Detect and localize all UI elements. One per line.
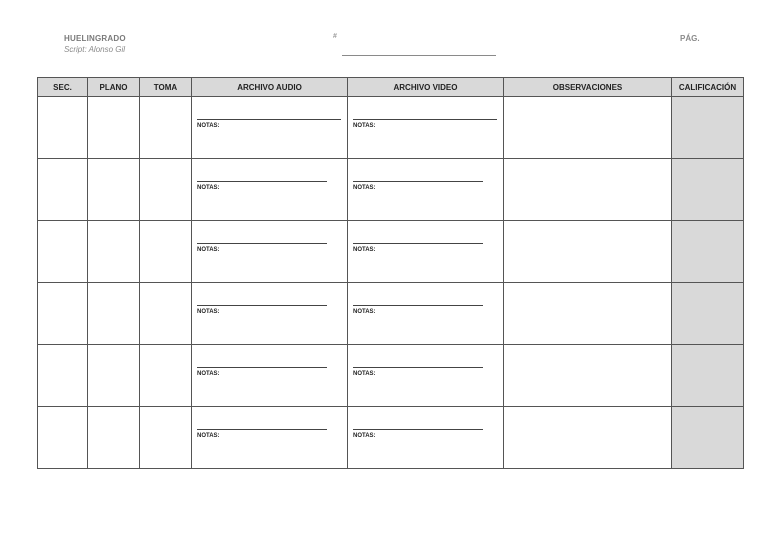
video-file-line [353, 305, 483, 306]
calificacion-cell [672, 97, 744, 159]
video-file-line [353, 181, 483, 182]
header-subtitle: Script: Alonso Gil [64, 45, 126, 54]
video-cell [348, 407, 504, 469]
plano-cell [88, 283, 140, 345]
calificacion-cell [672, 221, 744, 283]
table-row [38, 159, 744, 221]
audio-cell [192, 159, 348, 221]
header-row [38, 78, 744, 97]
audio-file-line [197, 119, 341, 120]
table-row [38, 97, 744, 159]
plano-cell [88, 159, 140, 221]
calificacion-cell [672, 159, 744, 221]
audio-notes-label: NOTAS: [197, 433, 220, 439]
col-header-toma: TOMA [140, 78, 192, 97]
header-hash: # [333, 33, 337, 40]
audio-cell [192, 221, 348, 283]
audio-file-line [197, 181, 327, 182]
calificacion-cell [672, 407, 744, 469]
audio-cell [192, 283, 348, 345]
observaciones-cell [504, 283, 672, 345]
col-header-archivo-audio: ARCHIVO AUDIO [192, 78, 348, 97]
col-header-archivo-video: ARCHIVO VIDEO [348, 78, 504, 97]
table-row [38, 407, 744, 469]
calificacion-cell [672, 345, 744, 407]
table-row [38, 283, 744, 345]
table-row [38, 345, 744, 407]
video-file-line [353, 119, 497, 120]
table-row [38, 221, 744, 283]
plano-cell [88, 221, 140, 283]
video-cell [348, 221, 504, 283]
video-cell [348, 97, 504, 159]
col-header-sec: SEC. [38, 78, 88, 97]
audio-cell [192, 407, 348, 469]
video-file-line [353, 429, 483, 430]
calificacion-cell [672, 283, 744, 345]
sec-cell [38, 159, 88, 221]
toma-cell [140, 221, 192, 283]
observaciones-cell [504, 159, 672, 221]
video-notes-label: NOTAS: [353, 371, 376, 377]
audio-file-line [197, 429, 327, 430]
header-title: HUELINGRADO [64, 34, 126, 43]
sec-cell [38, 97, 88, 159]
col-header-observaciones: OBSERVACIONES [504, 78, 672, 97]
audio-notes-label: NOTAS: [197, 123, 220, 129]
video-cell [348, 283, 504, 345]
sec-cell [38, 345, 88, 407]
plano-cell [88, 345, 140, 407]
audio-notes-label: NOTAS: [197, 247, 220, 253]
audio-notes-label: NOTAS: [197, 309, 220, 315]
video-notes-label: NOTAS: [353, 309, 376, 315]
video-cell [348, 345, 504, 407]
video-file-line [353, 367, 483, 368]
sec-cell [38, 407, 88, 469]
toma-cell [140, 407, 192, 469]
video-cell [348, 159, 504, 221]
audio-cell [192, 345, 348, 407]
observaciones-cell [504, 97, 672, 159]
sec-cell [38, 221, 88, 283]
toma-cell [140, 159, 192, 221]
observaciones-cell [504, 345, 672, 407]
audio-notes-label: NOTAS: [197, 371, 220, 377]
video-notes-label: NOTAS: [353, 247, 376, 253]
toma-cell [140, 345, 192, 407]
video-notes-label: NOTAS: [353, 185, 376, 191]
plano-cell [88, 407, 140, 469]
video-notes-label: NOTAS: [353, 433, 376, 439]
audio-notes-label: NOTAS: [197, 185, 220, 191]
audio-cell [192, 97, 348, 159]
col-header-calificacion: CALIFICACIÓN [672, 78, 744, 97]
header-page-label: PÁG. [680, 34, 700, 43]
header-number-line [342, 55, 496, 56]
audio-file-line [197, 367, 327, 368]
audio-file-line [197, 305, 327, 306]
table-body [38, 97, 744, 469]
toma-cell [140, 97, 192, 159]
col-header-plano: PLANO [88, 78, 140, 97]
audio-file-line [197, 243, 327, 244]
video-file-line [353, 243, 483, 244]
video-notes-label: NOTAS: [353, 123, 376, 129]
observaciones-cell [504, 221, 672, 283]
log-table [37, 77, 744, 469]
plano-cell [88, 97, 140, 159]
sec-cell [38, 283, 88, 345]
toma-cell [140, 283, 192, 345]
observaciones-cell [504, 407, 672, 469]
